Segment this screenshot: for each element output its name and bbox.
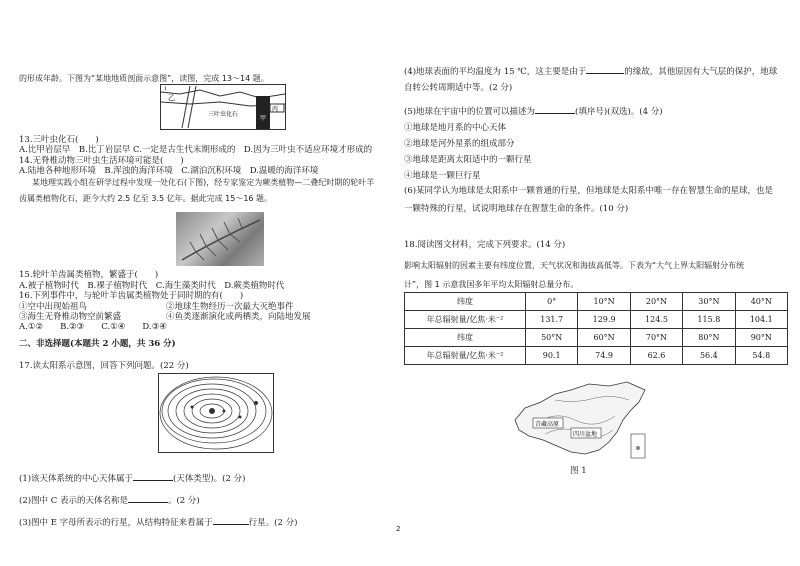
qinghai-tibet-label: 青藏高原	[535, 421, 560, 428]
table-row: 年总辐射量/亿焦·米⁻² 131.7 129.9 124.5 115.8 104.1	[405, 311, 788, 329]
table-row: 年总辐射量/亿焦·米⁻² 90.1 74.9 62.6 56.4 54.8	[405, 347, 788, 365]
answer-blank-1[interactable]	[133, 471, 173, 481]
answer-blank-4[interactable]	[586, 64, 624, 74]
q13-options: A.比甲岩层早 B.比丁岩层早 C.一定是古生代末期形成的 D.因为三叶虫不适应环境才形成的	[19, 145, 373, 155]
table-row: 纬度 50°N 60°N 70°N 80°N 90°N	[405, 329, 788, 347]
q14-stem: 14.无脊椎动物三叶虫生活环境可能是( )	[19, 156, 184, 166]
q18-material-line2: 计”，图 1 示意我国多年平均太阳辐射总量分布。	[404, 280, 579, 289]
page-number: 2	[396, 525, 401, 533]
fossil-label: 三叶虫化石	[208, 111, 239, 118]
q18-material-line1: 影响太阳辐射的因素主要有纬度位置，天气状况和海拔高低等。下表为“大气上界太阳辐射分布统	[404, 261, 745, 270]
sichuan-basin-label: 四川盆地	[573, 431, 598, 438]
q17-part2: (2)图中 C 表示的天体名称是 。(2 分)	[19, 493, 200, 507]
answer-blank-2[interactable]	[128, 493, 168, 503]
intro-text: 的形成年龄。下图为“某地地质剖面示意图”，读图，完成 13～14 题。	[19, 74, 269, 83]
china-radiation-map	[505, 380, 655, 464]
svg-text:乙: 乙	[168, 94, 175, 102]
q17-part5: (5)地球在宇宙中的位置可以描述为 (填序号)(双选)。(4 分)	[404, 104, 663, 118]
q17-part5-option-1: ①地球是地月系的中心天体	[404, 123, 507, 133]
q16-stem: 16.下列事件中，与轮叶羊齿属类植物处于同时期的有( )	[19, 291, 244, 301]
fern-fossil-photo	[176, 212, 264, 266]
answer-blank-3[interactable]	[213, 515, 249, 525]
svg-text:甲: 甲	[260, 115, 267, 122]
q16-option-1: ①空中出现始祖鸟	[19, 302, 88, 312]
intro2-line1: 某地理实践小组在研学过程中发现一处化石(下图)，经专家鉴定为蕨类植物—二叠纪时期的轮叶羊	[32, 178, 375, 187]
q15-options: A.被子植物时代 B.裸子植物时代 C.海生藻类时代 D.蕨类植物时代	[19, 281, 285, 291]
solar-radiation-table	[404, 292, 788, 365]
q17-stem: 17.读太阳系示意图，回答下列问题。(22 分)	[19, 361, 189, 371]
table-row: 纬度 0° 10°N 20°N 30°N 40°N	[405, 293, 788, 311]
q13-stem: 13.三叶虫化石( )	[19, 135, 99, 145]
q17-part6-line2: 一颗特殊的行星，试说明地球存在智慧生命的条件。(10 分)	[404, 204, 629, 214]
geological-profile-figure	[160, 84, 286, 130]
q17-part4-line1: (4)地球表面的平均温度为 15 ℃，这主要是由于 的缘故，其他原因有大气层的保护，地球	[404, 64, 777, 78]
q16-answers: A.①② B.②③ C.①④ D.③④	[19, 322, 167, 332]
svg-text:1: 1	[164, 86, 168, 92]
q17-part4-line2: 自转公转周期适中等。(2 分)	[404, 83, 513, 93]
q16-option-4: ④鱼类逐渐演化成两栖类，向陆地发展	[166, 312, 311, 322]
intro2-line2: 齿属类植物化石，距今大约 2.5 亿至 3.5 亿年。据此完成 15～16 题。	[19, 194, 273, 203]
q17-part5-option-4: ④地球是一颗巨行星	[404, 171, 481, 181]
q15-stem: 15.轮叶羊齿属类植物，繁盛于( )	[19, 270, 159, 280]
q16-option-3: ③海生无脊椎动物空前繁盛	[19, 312, 122, 322]
q17-part1: (1)该天体系统的中心天体属于 (天体类型)。(2 分)	[19, 471, 245, 485]
q16-option-2: ②地球生物经历一次最大灭绝事件	[166, 302, 294, 312]
svg-text:丙: 丙	[272, 106, 279, 113]
figure-caption: 图 1	[570, 466, 587, 476]
answer-blank-5[interactable]	[535, 104, 575, 114]
solar-system-diagram	[158, 373, 274, 453]
q17-part5-option-2: ②地球是河外星系的组成部分	[404, 139, 515, 149]
q14-options: A.陆地各种地形环境 B.浑浊的海洋环境 C.湖泊沉积环境 D.温暖的海洋环境	[19, 166, 319, 176]
q17-part5-option-3: ③地球是距离太阳适中的一颗行星	[404, 155, 532, 165]
q17-part6-line1: (6)某同学认为地球是太阳系中一颗普通的行星，但地球是太阳系中唯一存在智慧生命的星球，也是	[404, 186, 774, 196]
section-two-heading: 二、非选择题(本题共 2 小题，共 36 分)	[19, 339, 176, 349]
q17-part3: (3)图中 E 字母所表示的行星，从结构特征来看属于 行星。(2 分)	[19, 515, 297, 529]
q18-stem: 18.阅读图文材料，完成下列要求。(14 分)	[404, 240, 566, 250]
